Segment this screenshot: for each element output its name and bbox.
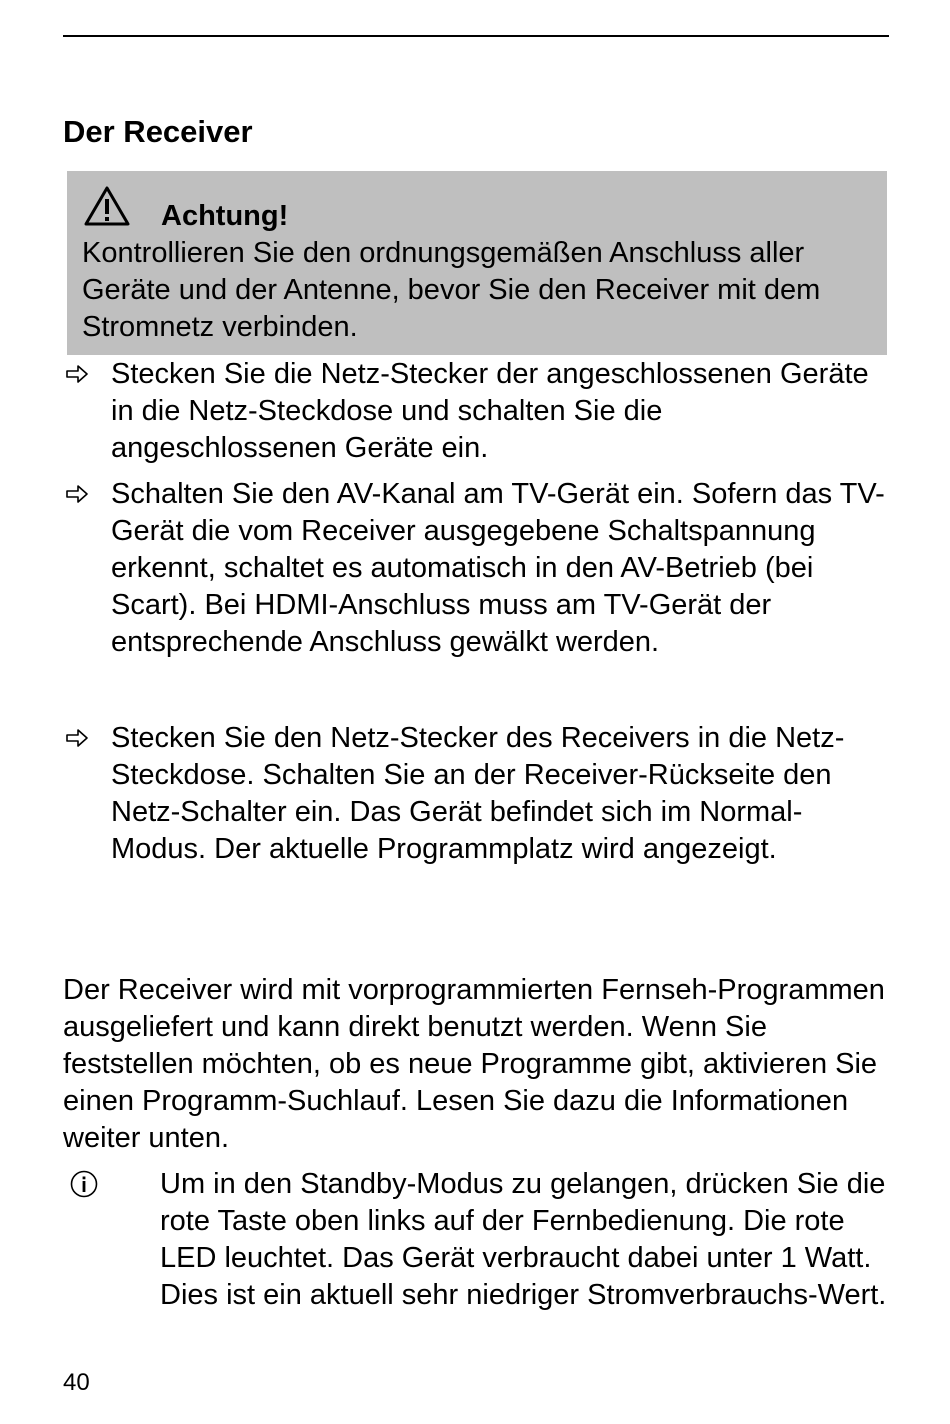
step-text: Schalten Sie den AV-Kanal am TV-Gerät ein. Sofern das TV-Gerät die vom Receiver ausgegebene Schaltspannung erkennt, schaltet es automatisch in den AV-Betrieb (bei Scart). Bei HDMI-Anschluss muss am TV-Gerät der entsprechende Anschluss gewälkt werden. xyxy=(111,478,885,658)
page-title: Der Receiver xyxy=(63,114,253,149)
step-text: Stecken Sie die Netz-Stecker der angeschlossenen Geräte in die Netz-Steckdose und schalten Sie die angeschlossenen Geräte ein. xyxy=(111,358,869,464)
arrow-right-icon xyxy=(65,484,89,504)
header-rule xyxy=(63,35,889,37)
body-paragraph: Der Receiver wird mit vorprogrammierten Fernseh-Programmen ausgeliefert und kann direkt benutzt werden. Wenn Sie feststellen möchten, ob es neue Programme gibt, aktivieren Sie einen Programm-Suchlauf. Lesen Sie dazu die Informationen weiter unten. xyxy=(63,974,885,1154)
warning-heading: Achtung! xyxy=(161,200,289,232)
step-text: Stecken Sie den Netz-Stecker des Receivers in die Netz-Steckdose. Schalten Sie an der Receiver-Rückseite den Netz-Schalter ein. Das Gerät befindet sich im Normal-Modus. Der aktuelle Programmplatz wird angezeigt. xyxy=(111,722,845,865)
arrow-right-icon xyxy=(65,364,89,384)
arrow-right-icon xyxy=(65,728,89,748)
warning-text: Kontrollieren Sie den ordnungsgemäßen Anschluss aller Geräte und der Antenne, bevor Sie den Receiver mit dem Stromnetz verbinden. xyxy=(82,237,821,343)
warning-box xyxy=(67,171,887,355)
page-number: 40 xyxy=(63,1369,90,1396)
info-icon xyxy=(69,1169,99,1199)
warning-triangle-icon xyxy=(83,185,131,227)
note-text: Um in den Standby-Modus zu gelangen, drücken Sie die rote Taste oben links auf der Fernbedienung. Die rote LED leuchtet. Das Gerät verbraucht dabei unter 1 Watt. Dies ist ein aktuell sehr niedriger Stromverbrauchs-Wert. xyxy=(160,1168,887,1311)
